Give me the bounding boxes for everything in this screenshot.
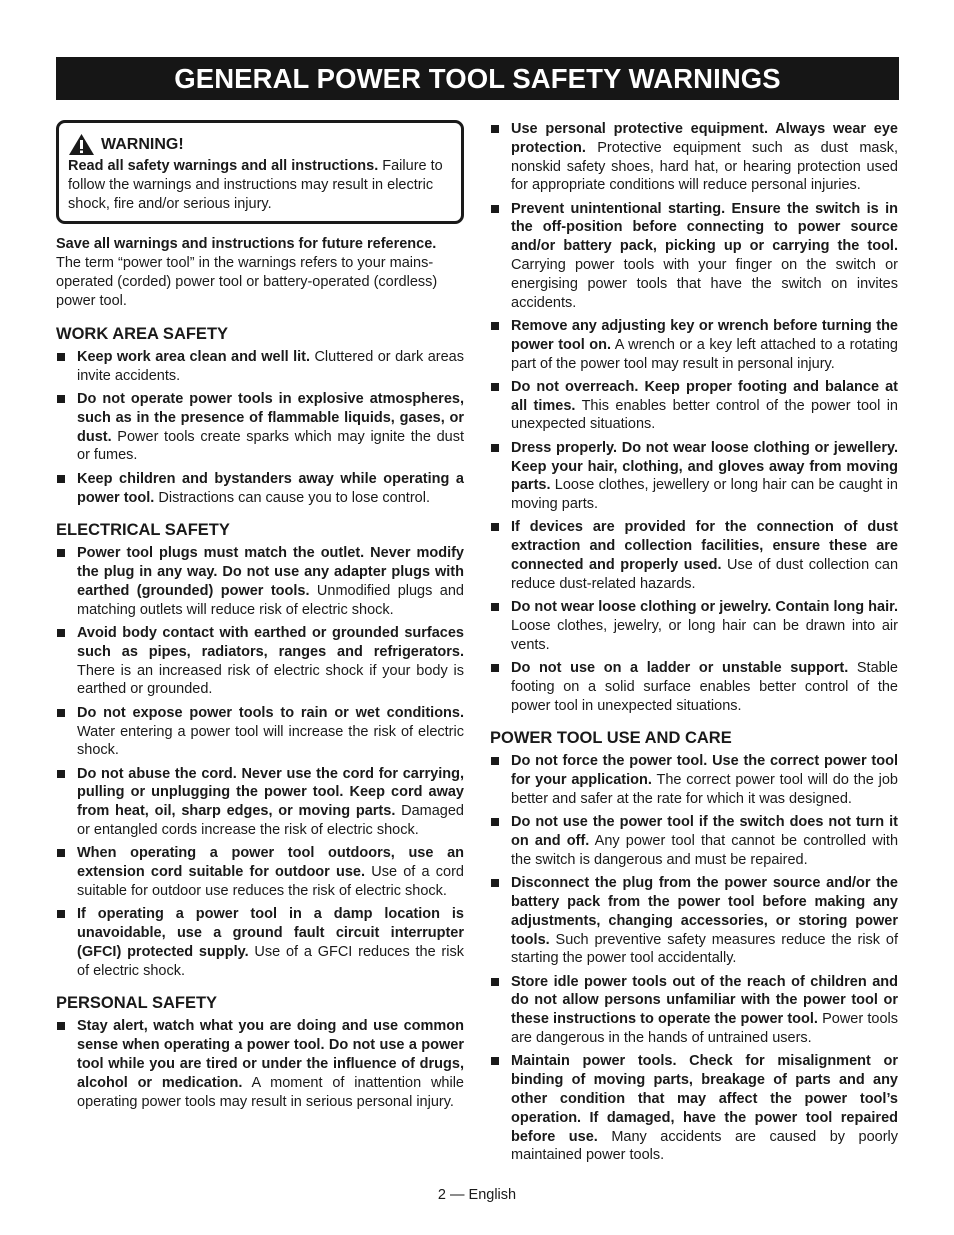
bullet-square-icon (491, 444, 499, 452)
warning-header (68, 133, 453, 156)
bullet-square-icon (491, 383, 499, 391)
list-item: Do not use on a ladder or unstable support. Stable footing on a solid surface enables better control of the power tool in unexpected situations. (490, 659, 898, 715)
list-item: Do not overreach. Keep proper footing and balance at all times. This enables better control of the power tool in unexpected situations. (490, 378, 898, 434)
list-item: Do not use the power tool if the switch does not turn it on and off. Any power tool that cannot be controlled with the switch is dangerous and must be repaired. (490, 813, 898, 869)
list-item: Stay alert, watch what you are doing and use common sense when operating a power tool. Do not use a power tool while you are tired or under the influence of drugs, alcohol or medication. A moment of inattention while operating power tools may result in serious personal injury. (56, 1017, 464, 1111)
list-item: Do not abuse the cord. Never use the cord for carrying, pulling or unplugging the power tool. Keep cord away from heat, oil, sharp edges, or moving parts. Damaged or entangled cords increase the risk of electric shock. (56, 765, 464, 840)
bullet-square-icon (491, 879, 499, 887)
list-item: Disconnect the plug from the power source and/or the battery pack from the power tool before making any adjustments, changing accessories, or storing power tools. Such preventive safety measures reduce the risk of starting the power tool accidentally. (490, 874, 898, 968)
use-care-heading: POWER TOOL USE AND CARE (490, 729, 732, 748)
list-item: If operating a power tool in a damp location is unavoidable, use a ground fault circuit interrupter (GFCI) protected supply. Use of a GFCI reduces the risk of electric shock. (56, 905, 464, 980)
personal-heading: PERSONAL SAFETY (56, 994, 218, 1013)
left-column (56, 120, 464, 1116)
title-bar (56, 57, 899, 100)
list-item: Do not wear loose clothing or jewelry. Contain long hair. Loose clothes, jewelry, or long hair can be drawn into air vents. (490, 598, 898, 654)
bullet-square-icon (491, 1057, 499, 1065)
bullet-square-icon (491, 322, 499, 330)
bullet-square-icon (57, 709, 65, 717)
work-area-heading: WORK AREA SAFETY (56, 325, 229, 343)
bullet-square-icon (491, 978, 499, 986)
list-item: Do not force the power tool. Use the correct power tool for your application. The correct power tool will do the job better and safer at the rate for which it was designed. (490, 752, 898, 808)
electrical-heading: ELECTRICAL SAFETY (56, 521, 230, 540)
bullet-square-icon (491, 818, 499, 826)
list-item: Dress properly. Do not wear loose clothing or jewellery. Keep your hair, clothing, and gloves away from moving parts. Loose clothes, jewellery or long hair can be caught in moving parts. (490, 439, 898, 514)
list-item: Maintain power tools. Check for misalignment or binding of moving parts, breakage of parts and any other condition that may affect the power tool’s operation. If damaged, have the power tool repaired before use. Many accidents are caused by poorly maintained power tools. (490, 1052, 898, 1165)
bullet-square-icon (491, 664, 499, 672)
list-item: Keep work area clean and well lit. Cluttered or dark areas invite accidents. (56, 348, 464, 386)
warning-box (56, 120, 464, 224)
list-item: Do not operate power tools in explosive atmospheres, such as in the presence of flammable liquids, gases, or dust. Power tools create sparks which may ignite the dust or fumes. (56, 390, 464, 465)
right-column (490, 120, 898, 1170)
list-item: Keep children and bystanders away while operating a power tool. Distractions can cause you to lose control. (56, 470, 464, 508)
personal-list-left (56, 1017, 464, 1111)
warning-text: Read all safety warnings and all instructions. Failure to follow the warnings and instructions may result in electric shock, fire and/or serious injury. (68, 158, 443, 212)
list-item: Avoid body contact with earthed or grounded surfaces such as pipes, radiators, ranges and refrigerators. There is an increased risk of electric shock if your body is earthed or grounded. (56, 624, 464, 699)
electrical-list (56, 544, 464, 980)
bullet-square-icon (491, 523, 499, 531)
list-item: Power tool plugs must match the outlet. Never modify the plug in any way. Do not use any adapter plugs with earthed (grounded) power tools. Unmodified plugs and matching outlets will reduce risk of electric shock. (56, 544, 464, 619)
bullet-square-icon (57, 910, 65, 918)
use-care-list (490, 752, 898, 1165)
bullet-square-icon (57, 353, 65, 361)
list-item: Prevent unintentional starting. Ensure the switch is in the off-position before connecting to power source and/or battery pack, picking up or carrying the tool. Carrying power tools with your finger on the switch or energising power tools that have the switch on invites accidents. (490, 200, 898, 313)
bullet-square-icon (491, 757, 499, 765)
list-item: Remove any adjusting key or wrench before turning the power tool on. A wrench or a key left attached to a rotating part of the power tool may result in personal injury. (490, 317, 898, 373)
list-item: Do not expose power tools to rain or wet conditions. Water entering a power tool will increase the risk of electric shock. (56, 704, 464, 760)
bullet-square-icon (57, 549, 65, 557)
bullet-square-icon (491, 205, 499, 213)
bullet-square-icon (57, 849, 65, 857)
personal-list-right (490, 120, 898, 715)
bullet-square-icon (491, 125, 499, 133)
bullet-square-icon (57, 475, 65, 483)
bullet-square-icon (57, 629, 65, 637)
list-item: Use personal protective equipment. Always wear eye protection. Protective equipment such as dust mask, nonskid safety shoes, hard hat, or hearing protection used for appropriate conditions will reduce personal injuries. (490, 120, 898, 195)
warning-triangle-icon (68, 133, 95, 156)
bullet-square-icon (491, 603, 499, 611)
list-item: If devices are provided for the connection of dust extraction and collection facilities, ensure these are connected and properly used. Use of dust collection can reduce dust-related hazards. (490, 518, 898, 593)
bullet-square-icon (57, 395, 65, 403)
work-area-list (56, 348, 464, 507)
bullet-square-icon (57, 770, 65, 778)
bullet-square-icon (57, 1022, 65, 1030)
list-item: When operating a power tool outdoors, use an extension cord suitable for outdoor use. Use of a cord suitable for outdoor use reduces the risk of electric shock. (56, 844, 464, 900)
page-footer: 2 — English (437, 1187, 517, 1203)
warning-label: WARNING! (101, 136, 184, 153)
page-title: GENERAL POWER TOOL SAFETY WARNINGS (174, 62, 781, 94)
intro-paragraph: Save all warnings and instructions for future reference. The term “power tool” in the warnings refers to your mains-operated (corded) power tool or battery-operated (cordless) power tool. (56, 236, 438, 309)
list-item: Store idle power tools out of the reach of children and do not allow persons unfamiliar with the power tool or these instructions to operate the power tool. Power tools are dangerous in the hands of untrained users. (490, 973, 898, 1048)
